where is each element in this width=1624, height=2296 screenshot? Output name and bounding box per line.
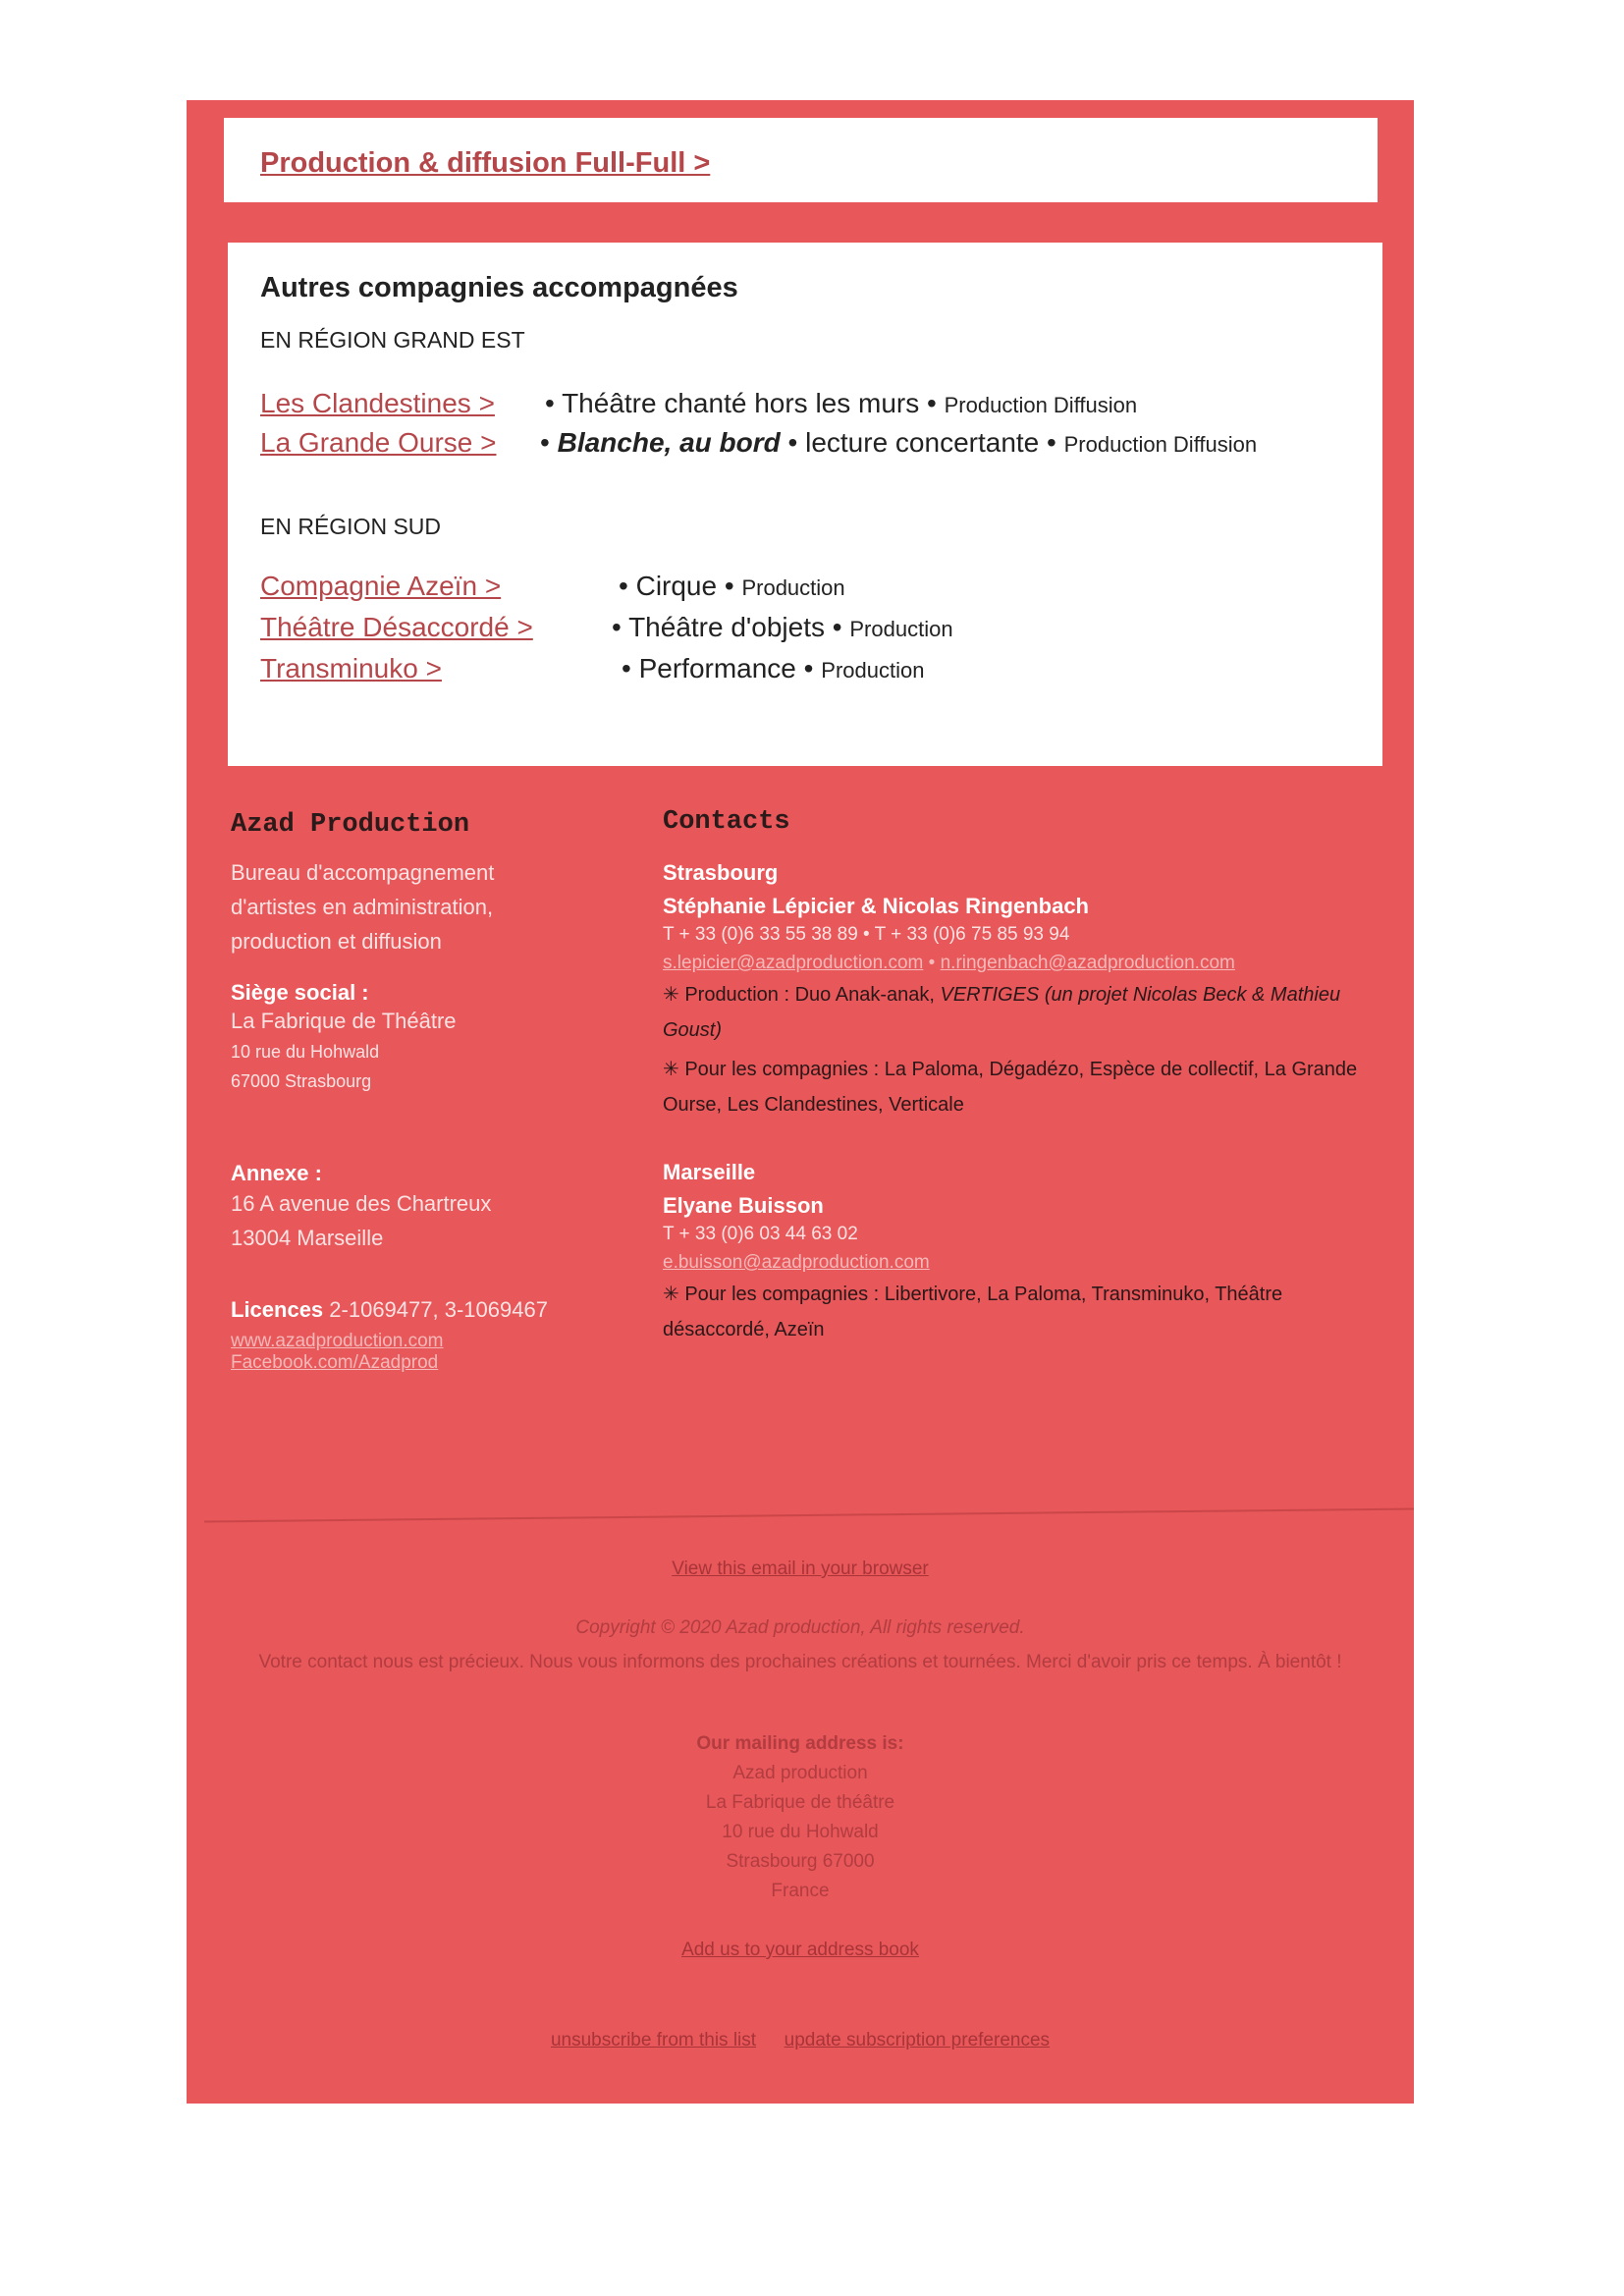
bureau-line: production et diffusion — [231, 929, 442, 954]
mailing-address-line: La Fabrique de théâtre — [705, 1792, 895, 1813]
mailing-address-label: Our mailing address is: — [696, 1733, 904, 1754]
marseille-phone: T + 33 (0)6 03 44 63 02 — [663, 1224, 858, 1244]
companies-title: Autres compagnies accompagnées — [260, 272, 738, 303]
update-preferences-link[interactable]: update subscription preferences — [784, 2030, 1051, 2050]
siege-label: Siège social : — [231, 980, 369, 1005]
region-sud-heading: EN RÉGION SUD — [260, 514, 442, 539]
strasbourg-city: Strasbourg — [663, 860, 779, 885]
annexe-address-line: 16 A avenue des Chartreux — [231, 1191, 492, 1216]
company-row — [260, 612, 1370, 649]
licences: Licences 2-1069477, 3-1069467 — [231, 1297, 548, 1322]
strasbourg-phones: T + 33 (0)6 33 55 38 89 • T + 33 (0)6 75 85 93 94 — [663, 924, 1070, 945]
add-address-book-link[interactable]: Add us to your address book — [681, 1940, 919, 1960]
company-link-transminuko[interactable]: Transminuko > — [260, 653, 442, 683]
annexe-address-line: 13004 Marseille — [231, 1226, 384, 1250]
siege-name: La Fabrique de Théâtre — [231, 1009, 457, 1033]
company-row — [260, 388, 1370, 425]
companies-box — [228, 243, 1382, 766]
copyright: Copyright © 2020 Azad production, All rights reserved. — [575, 1617, 1025, 1638]
company-description: • Performance • Production — [622, 653, 925, 683]
company-link-la-grande-ourse[interactable]: La Grande Ourse > — [260, 427, 497, 458]
mailing-address-line: Azad production — [732, 1763, 868, 1783]
region-grand-est-heading: EN RÉGION GRAND EST — [260, 327, 525, 353]
company-description: • Théâtre d'objets • Production — [612, 612, 953, 642]
mailing-address-line: Strasbourg 67000 — [726, 1851, 875, 1872]
company-row — [260, 571, 1370, 608]
bureau-line: Bureau d'accompagnement — [231, 860, 495, 885]
company-link-compagnie-azein[interactable]: Compagnie Azeïn > — [260, 571, 502, 601]
annexe-label: Annexe : — [231, 1161, 322, 1185]
siege-address-line: 67000 Strasbourg — [231, 1071, 372, 1091]
azad-column — [231, 810, 584, 1374]
strasbourg-contact-names: Stéphanie Lépicier & Nicolas Ringenbach — [663, 894, 1089, 918]
company-link-les-clandestines[interactable]: Les Clandestines > — [260, 388, 495, 418]
email-link-ringenbach[interactable]: n.ringenbach@azadproduction.com — [940, 953, 1235, 973]
email-link-lepicier[interactable]: s.lepicier@azadproduction.com — [663, 953, 924, 973]
website-link[interactable]: www.azadproduction.com — [231, 1331, 444, 1351]
unsubscribe-link[interactable]: unsubscribe from this list — [550, 2030, 757, 2050]
paper-fold-line — [204, 1508, 1414, 1523]
company-description: • Blanche, au bord • lecture concertante • Production Diffusion — [540, 427, 1258, 458]
siege-address-line: 10 rue du Hohwald — [231, 1042, 380, 1062]
mailing-address-line: 10 rue du Hohwald — [722, 1822, 879, 1842]
company-row — [260, 427, 1370, 465]
strasbourg-production: ✳ Production : Duo Anak-anak, VERTIGES (un projet Nicolas Beck & Mathieu Goust) — [663, 984, 1341, 1041]
contacts-column: Contacts Strasbourg Stéphanie Lépicier & Nicolas Ringenbach T + 33 (0)6 33 55 38 89 • T + 33 (0)6 75 85 93 94 s.lepicier@azadproduction.com • n.ringenbach@azadproduction.com ✳ Production : Duo Anak-anak, VERTIGES (un projet Nicolas Beck & Mathieu Goust) ✳ Pour les compagnies : La Paloma, Dégadézo, Espèce de collectif, La Grande Ourse, Les Clandestines, Verticale Marseille Elyane Buisson T + 33 (0)6 03 44 63 02 e.buisson@azadproduction.com ✳ Pour les compagnies : Libertivore, La Paloma, Transminuko, Théâtre désaccordé, Azeïn — [663, 807, 1389, 1347]
contacts-heading: Contacts — [663, 807, 790, 837]
add-address-book — [187, 1940, 1414, 1961]
footer-message: Votre contact nous est précieux. Nous vous informons des prochaines créations et tournées. Merci d'avoir pris ce temps. À bientôt ! — [258, 1652, 1342, 1672]
facebook-link[interactable]: Facebook.com/Azadprod — [231, 1352, 439, 1373]
mailing-address-line: France — [771, 1881, 830, 1901]
production-diffusion-link[interactable]: Production & diffusion Full-Full > — [260, 147, 711, 179]
strasbourg-companies: ✳ Pour les compagnies : La Paloma, Dégadézo, Espèce de collectif, La Grande Ourse, Les Clandestines, Verticale — [663, 1059, 1358, 1116]
company-row — [260, 653, 1370, 690]
bureau-line: d'artistes en administration, — [231, 895, 494, 919]
marseille-city: Marseille — [663, 1160, 756, 1184]
company-description: • Cirque • Production — [619, 571, 845, 601]
company-description: • Théâtre chanté hors les murs • Production Diffusion — [545, 388, 1138, 418]
company-link-theatre-desaccorde[interactable]: Théâtre Désaccordé > — [260, 612, 533, 642]
top-link-box — [224, 118, 1378, 202]
email-link-buisson[interactable]: e.buisson@azadproduction.com — [663, 1252, 930, 1273]
view-in-browser — [187, 1558, 1414, 1580]
marseille-companies: ✳ Pour les compagnies : Libertivore, La Paloma, Transminuko, Théâtre désaccordé, Azeïn — [663, 1284, 1283, 1340]
newsletter-panel — [187, 100, 1414, 2104]
subscription-links — [187, 2030, 1414, 2051]
azad-heading: Azad Production — [231, 810, 470, 840]
view-in-browser-link[interactable]: View this email in your browser — [672, 1558, 929, 1579]
marseille-contact-name: Elyane Buisson — [663, 1193, 824, 1218]
